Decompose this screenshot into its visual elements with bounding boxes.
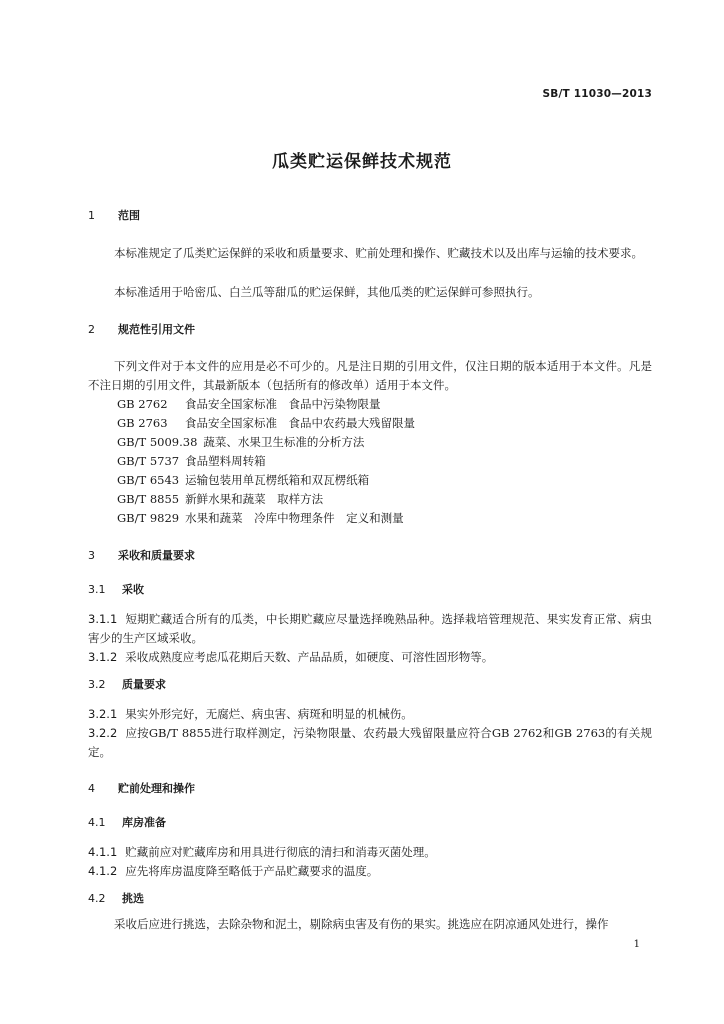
standard-code: SB/T 11030—2013 — [542, 88, 652, 100]
section-2-heading — [88, 321, 195, 337]
reference-title: 水果和蔬菜 冷库中物理条件 定义和测量 — [185, 511, 404, 525]
clause-4-1-1 — [88, 843, 652, 862]
clause-number: 3.1.1 — [88, 612, 118, 626]
subsection-title: 采收 — [122, 583, 144, 596]
clause-3-1-2 — [88, 648, 652, 667]
section-title: 贮前处理和操作 — [118, 782, 195, 795]
reference-code: GB/T 8855 — [117, 492, 180, 506]
section-title: 规范性引用文件 — [118, 323, 195, 336]
section-number: 3 — [88, 549, 95, 562]
page-title: 瓜类贮运保鲜技术规范 — [272, 152, 452, 172]
section-number: 1 — [88, 209, 95, 222]
subsection-title: 质量要求 — [122, 678, 166, 691]
subsection-number: 4.1 — [88, 816, 106, 829]
clause-number: 4.1.1 — [88, 845, 118, 859]
subsection-number: 4.2 — [88, 892, 106, 905]
clause-number: 3.2.2 — [88, 726, 118, 740]
reference-item — [117, 491, 323, 507]
subsection-title: 库房准备 — [122, 816, 166, 829]
clause-text: 贮藏前应对贮藏库房和用具进行彻底的清扫和消毒灭菌处理。 — [125, 845, 436, 859]
section-4-2-paragraph-1: 采收后应进行挑选，去除杂物和泥土，剔除病虫害及有伤的果实。挑选应在阴凉通风处进行，操作 — [114, 917, 609, 931]
subsection-3-2-heading — [88, 676, 166, 692]
clause-text: 应先将库房温度降至略低于产品贮藏要求的温度。 — [125, 864, 379, 878]
reference-code: GB 2763 — [117, 416, 168, 430]
reference-title: 蔬菜、水果卫生标准的分析方法 — [203, 435, 365, 449]
reference-item — [117, 453, 266, 469]
section-1-paragraph-1: 本标准规定了瓜类贮运保鲜的采收和质量要求、贮前处理和操作、贮藏技术以及出库与运输的技术要求。 — [114, 246, 643, 260]
reference-item — [117, 396, 381, 412]
section-title: 范围 — [118, 209, 140, 222]
reference-title: 运输包装用单瓦楞纸箱和双瓦楞纸箱 — [185, 473, 370, 487]
subsection-number: 3.1 — [88, 583, 106, 596]
section-title: 采收和质量要求 — [118, 549, 195, 562]
reference-title: 食品安全国家标准 食品中污染物限量 — [185, 397, 381, 411]
clause-3-1-1 — [88, 610, 652, 648]
reference-code: GB/T 6543 — [117, 473, 180, 487]
reference-item — [117, 415, 415, 431]
section-number: 4 — [88, 782, 95, 795]
reference-code: GB/T 5737 — [117, 454, 180, 468]
clause-number: 4.1.2 — [88, 864, 118, 878]
clause-3-2-2 — [88, 724, 652, 762]
clause-text: 果实外形完好，无腐烂、病虫害、病斑和明显的机械伤。 — [125, 707, 413, 721]
subsection-title: 挑选 — [122, 892, 144, 905]
clause-number: 3.1.2 — [88, 650, 118, 664]
clause-3-2-1 — [88, 705, 652, 724]
section-1-paragraph-2: 本标准适用于哈密瓜、白兰瓜等甜瓜的贮运保鲜，其他瓜类的贮运保鲜可参照执行。 — [114, 285, 540, 299]
subsection-3-1-heading — [88, 581, 144, 597]
section-3-heading — [88, 547, 195, 563]
clause-text: 短期贮藏适合所有的瓜类，中长期贮藏应尽量选择晚熟品种。选择栽培管理规范、果实发育正常、病虫害少的生产区域采收。 — [88, 612, 652, 645]
subsection-number: 3.2 — [88, 678, 106, 691]
reference-title: 食品安全国家标准 食品中农药最大残留限量 — [185, 416, 415, 430]
reference-code: GB/T 9829 — [117, 511, 180, 525]
section-2-paragraph-1: 下列文件对于本文件的应用是必不可少的。凡是注日期的引用文件，仅注日期的版本适用于本文件。凡是不注日期的引用文件，其最新版本（包括所有的修改单）适用于本文件。 — [88, 359, 652, 392]
reference-item — [117, 510, 404, 526]
reference-title: 新鲜水果和蔬菜 取样方法 — [185, 492, 324, 506]
section-number: 2 — [88, 323, 95, 336]
section-1-heading — [88, 207, 140, 223]
reference-code: GB 2762 — [117, 397, 168, 411]
clause-number: 3.2.1 — [88, 707, 118, 721]
section-4-heading — [88, 780, 195, 796]
reference-code: GB/T 5009.38 — [117, 435, 198, 449]
subsection-4-2-heading — [88, 890, 144, 906]
subsection-4-1-heading — [88, 814, 166, 830]
clause-4-1-2 — [88, 862, 652, 881]
page-number: 1 — [633, 939, 640, 950]
clause-text: 采收成熟度应考虑瓜花期后天数、产品品质，如硬度、可溶性固形物等。 — [125, 650, 494, 664]
reference-title: 食品塑料周转箱 — [185, 454, 266, 468]
clause-text: 应按GB/T 8855进行取样测定，污染物限量、农药最大残留限量应符合GB 2762和GB 2763的有关规定。 — [88, 726, 652, 759]
reference-item — [117, 434, 364, 450]
reference-item — [117, 472, 369, 488]
